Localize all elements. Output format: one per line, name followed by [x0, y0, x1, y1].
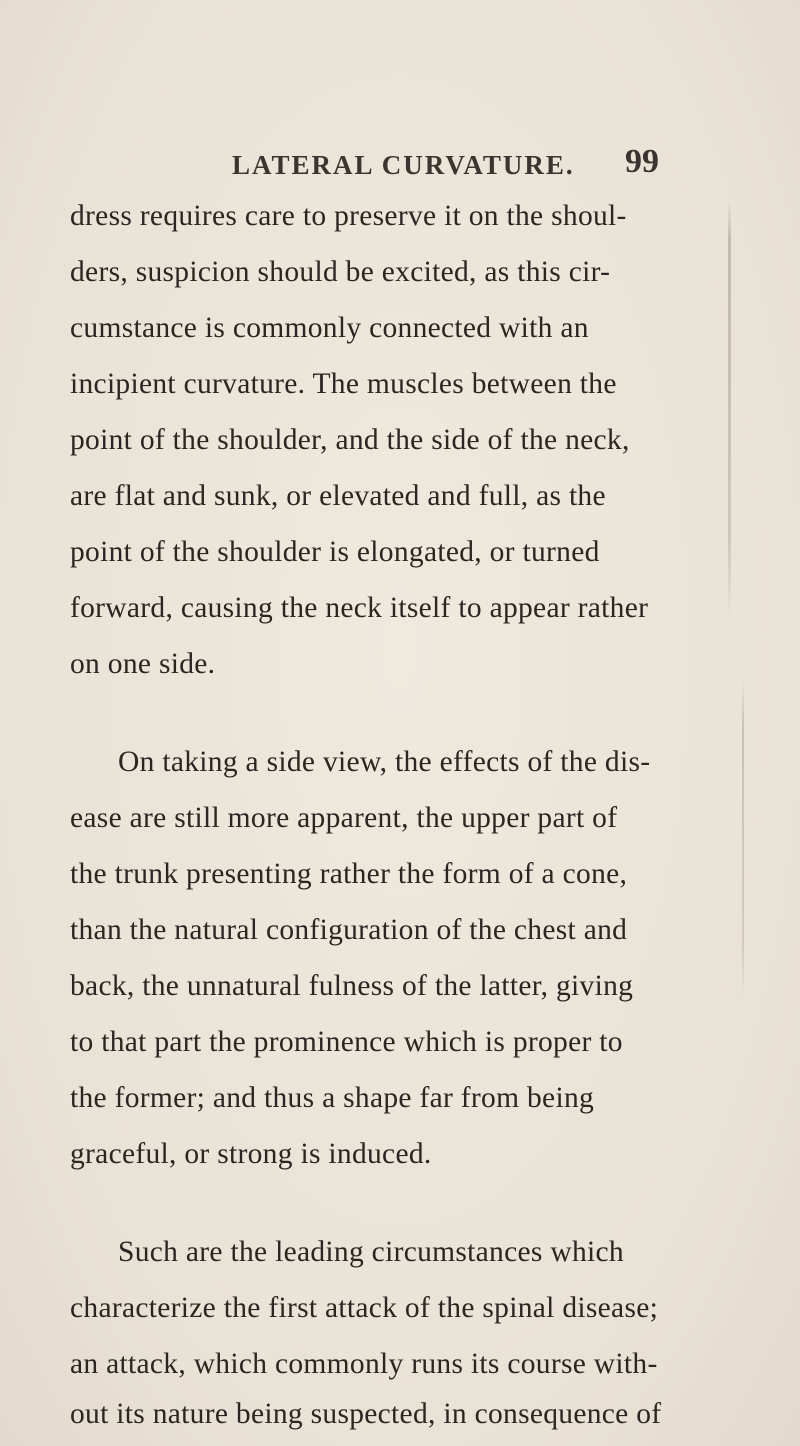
text-line: the former; and thus a shape far from being	[70, 1082, 595, 1114]
text-line: point of the shoulder, and the side of the neck,	[70, 424, 630, 456]
text-line: to that part the prominence which is proper to	[70, 1026, 623, 1058]
text-line: Such are the leading circumstances which	[118, 1236, 624, 1268]
page-number: 99	[625, 143, 659, 180]
text-line: incipient curvature. The muscles between the	[70, 368, 617, 400]
text-line: the trunk presenting rather the form of a cone,	[70, 858, 628, 890]
text-line: out its nature being suspected, in consequence of	[70, 1398, 662, 1430]
page-edge-shadow	[742, 680, 744, 1000]
text-line: forward, causing the neck itself to appear rather	[70, 592, 649, 624]
text-line: graceful, or strong is induced.	[70, 1138, 432, 1170]
text-line: ders, suspicion should be excited, as this cir-	[70, 256, 611, 288]
text-line: an attack, which commonly runs its course with-	[70, 1348, 658, 1380]
page-edge-shadow	[728, 200, 731, 620]
text-line: ease are still more apparent, the upper part of	[70, 802, 618, 834]
text-line: On taking a side view, the effects of the dis-	[118, 746, 651, 778]
text-line: back, the unnatural fulness of the latter, giving	[70, 970, 634, 1002]
text-line: dress requires care to preserve it on the shoul-	[70, 200, 627, 232]
running-title: LATERAL CURVATURE.	[232, 150, 575, 180]
text-line: characterize the first attack of the spinal disease;	[70, 1292, 659, 1324]
text-line: are flat and sunk, or elevated and full, as the	[70, 480, 606, 512]
text-line: on one side.	[70, 648, 216, 680]
text-line: point of the shoulder is elongated, or turned	[70, 536, 600, 568]
text-line: cumstance is commonly connected with an	[70, 312, 589, 344]
text-line: than the natural configuration of the chest and	[70, 914, 628, 946]
